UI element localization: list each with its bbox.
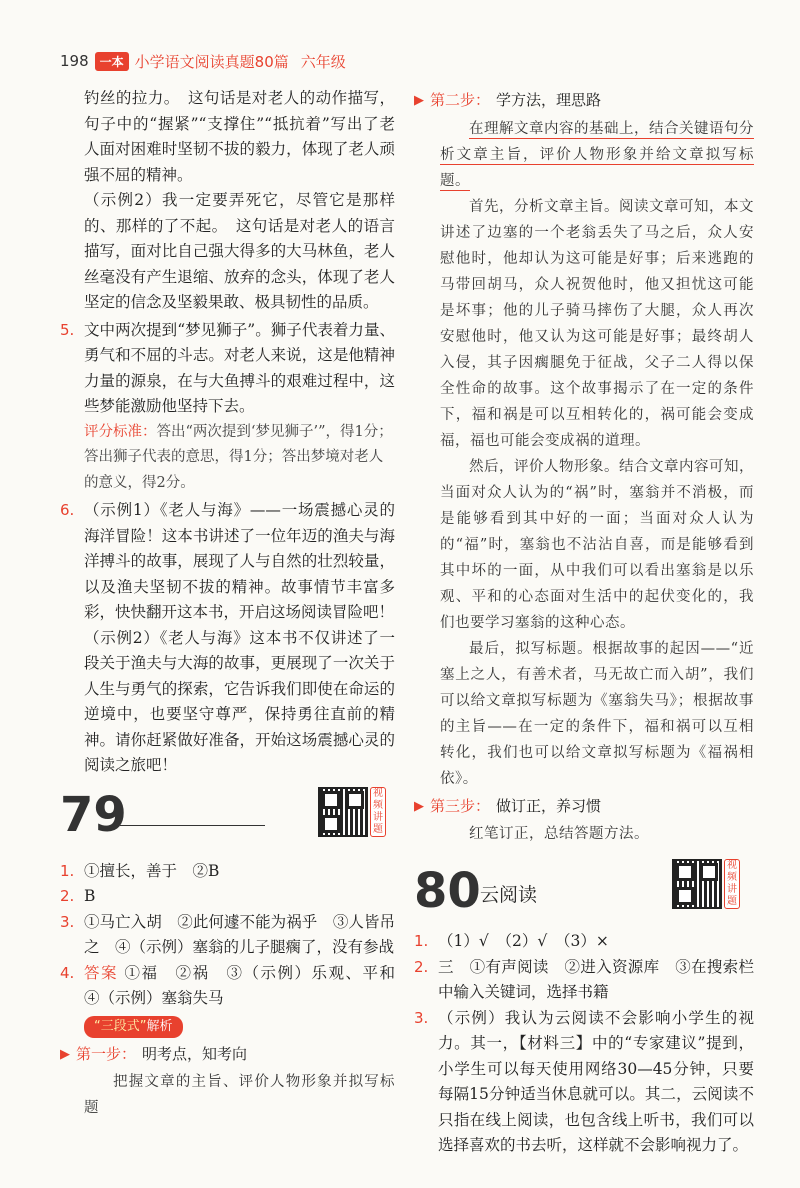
item-number: 1. xyxy=(60,861,75,880)
step-2-para-2: 然后，评价人物形象。结合文章内容可知，当面对众人认为的“祸”时，塞翁并不消极，而是能够看到其中好的一面；当面对众人认为的“福”时，塞翁也不沾沾自喜，而是能够看到其中坏的一面，从中我们可以看出塞翁是以乐观、平和的心态面对生活中的起伏变化的，我们也要学习塞翁的这种心态。 xyxy=(440,458,754,631)
triangle-arrow-icon: ▶ xyxy=(414,798,424,814)
scoring-criteria xyxy=(60,420,395,497)
item-text xyxy=(84,961,411,1012)
item-text: B xyxy=(84,887,96,905)
step-2-para-1: 首先，分析文章主旨。阅读文章可知，本文讲述了边塞的一个老翁丢失了马之后，众人安慰他时，他却认为这可能是好事；后来逃跑的马带回胡马，众人祝贺他时，他又担忧这可能是坏事；他的儿子骑马摔伤了大腿，众人再次安慰他时，他又认为这可能是好事；最终胡人入侵，其子因瘸腿免于征战，父子二人得以保全性命的故事。这个故事揭示了在一定的条件下，福和祸是可以互相转化的，祸可能会变成福，福也可能会变成祸的道理。 xyxy=(440,198,754,449)
triangle-arrow-icon: ▶ xyxy=(414,93,424,108)
qr-code-icon[interactable] xyxy=(318,787,368,837)
qr-code-icon[interactable] xyxy=(672,859,722,909)
step-1-text: 把握文章的主旨、评价人物形象并拟写标题 xyxy=(84,1074,395,1116)
step-title: 学方法，理思路 xyxy=(496,91,602,109)
answer-item-6-example-2: （示例2）《老人与海》这本书不仅讲述了一段关于渔夫与大海的故事，更展现了一次关于人生与勇气的探索，它告诉我们即使在命运的逆境中，也要坚守尊严，保持勇往直前的精神。请你赶紧做好准备，开始这场震撼心灵的阅读之旅吧！ xyxy=(84,628,395,774)
section-80-title: 云阅读 xyxy=(480,884,538,906)
item-number: 2. xyxy=(60,887,75,905)
section-number-79: 79 xyxy=(60,786,127,843)
step-2-para-3: 最后，拟写标题。根据故事的起因——“近塞上之人，有善术者，马无故亡而入胡”，我们可以给文章拟写标题为《塞翁失马》；根据故事的主旨——在一定的条件下，福和祸可以互相转化，我们也可以给文章拟写标题为《福祸相依》。 xyxy=(440,640,754,787)
step-1-heading xyxy=(60,1042,395,1068)
video-explain-tag[interactable]: 视频讲题 xyxy=(370,787,386,837)
right-column xyxy=(414,86,754,1159)
answer-item-2 xyxy=(414,955,754,1006)
triangle-arrow-icon: ▶ xyxy=(60,1046,70,1062)
answer-text: ①福 ②祸 ③（示例）乐观、平和 ④（示例）塞翁失马 xyxy=(84,963,411,1007)
step-label: 第三步： xyxy=(430,796,491,815)
step-3-text: 红笔订正，总结答题方法。 xyxy=(469,826,649,842)
title-blank-line xyxy=(120,825,265,826)
item-number: 3. xyxy=(60,912,75,931)
item-text: （示例）我认为云阅读不会影响小学生的视力。其一，【材料三】中的“专家建议”提到，小学生可以每天使用网络30—45分钟，只要每隔15分钟适当休息就可以。其二，云阅读不只指在线上阅读，也包含线上听书，我们可以选择喜欢的书去听，这样就不会影响视力了。 xyxy=(438,1008,754,1154)
brand-logo: 一本 xyxy=(95,52,129,71)
section-80-header xyxy=(414,853,754,923)
item-number: 6. xyxy=(60,501,75,519)
book-series-title: 小学语文阅读真题80篇 xyxy=(134,52,289,71)
item-number: 4. xyxy=(60,963,75,982)
answer-continuation-2: （示例2）我一定要弄死它，尽管它是那样的、那样的了不起。 这句话是对老人的语言描写，面对比自己强大得多的大马林鱼，老人丝毫没有产生退缩、放弃的念头，体现了老人坚定的信念及坚毅果敢、极具韧性的品质。 xyxy=(84,191,395,311)
answer-item-1 xyxy=(60,859,395,885)
item-text: 三 ①有声阅读 ②进入资源库 ③在搜索栏中输入关键词，选择书籍 xyxy=(438,957,754,1001)
answer-continuation-1: 钓丝的拉力。 这句话是对老人的动作描写，句子中的“握紧”“支撑住”“抵抗着”写出了老人面对困难时坚韧不拔的毅力，体现了老人顽强不屈的精神。 xyxy=(84,89,395,184)
answer-item-3 xyxy=(414,1006,754,1159)
item-text: ①马亡入胡 ②此何遽不能为祸乎 ③人皆吊之 ④（示例）塞翁的儿子腿瘸了，没有参战 xyxy=(84,912,395,956)
step-title: 明考点，知考向 xyxy=(142,1044,248,1063)
step-title: 做订正，养习惯 xyxy=(496,796,602,815)
item-text: 文中两次提到“梦见狮子”。狮子代表着力量、勇气和不屈的斗志。对老人来说，这是他精神力量的源泉，在与大鱼搏斗的艰难过程中，这些梦能激励他坚持下去。 xyxy=(84,320,395,415)
page-number: 198 xyxy=(60,52,89,70)
page-header xyxy=(60,48,346,74)
left-column xyxy=(60,86,411,1121)
three-step-analysis-tag xyxy=(84,1016,183,1038)
answer-item-5 xyxy=(60,318,395,420)
answer-item-3 xyxy=(60,910,395,961)
video-explain-tag[interactable]: 视频讲题 xyxy=(724,859,740,909)
step-2-highlight: 在理解文章内容的基础上，结合关键语句分析文章主旨，评价人物形象并给文章拟写标题。 xyxy=(440,120,754,189)
section-79-header xyxy=(60,785,395,849)
item-text: （示例1）《老人与海》——一场震撼心灵的海洋冒险！这本书讲述了一位年迈的渔夫与海洋搏斗的故事，展现了人与自然的壮烈较量，以及渔夫坚韧不拔的精神。故事情节丰富多彩，快快翻开这本书，开启这场阅读冒险吧！ xyxy=(84,501,395,621)
item-number: 3. xyxy=(414,1008,429,1027)
item-number: 1. xyxy=(414,932,429,950)
answer-label: 答案 xyxy=(84,963,119,982)
item-number: 2. xyxy=(414,957,429,976)
tag-text: 解析 xyxy=(146,1018,173,1034)
tag-highlight: “三段式” xyxy=(94,1018,147,1034)
item-text: （1）√ （2）√ （3）× xyxy=(438,932,609,950)
answer-item-6 xyxy=(60,498,395,626)
answer-item-1 xyxy=(414,929,754,955)
answer-item-2 xyxy=(60,884,395,910)
step-3-heading xyxy=(414,794,754,820)
step-2-heading xyxy=(414,88,754,114)
answer-item-4 xyxy=(60,961,411,1012)
scoring-text: 答出“两次提到‘梦见狮子’”，得1分；答出狮子代表的意思，得1分；答出梦境对老人的意义，得2分。 xyxy=(84,423,393,491)
scoring-label: 评分标准： xyxy=(84,423,157,440)
step-label: 第一步： xyxy=(76,1044,137,1063)
item-number: 5. xyxy=(60,320,75,339)
step-label: 第二步： xyxy=(430,91,491,109)
grade-label: 六年级 xyxy=(300,52,346,71)
item-text: ①擅长，善于 ②B xyxy=(84,861,220,880)
section-number-80: 80 xyxy=(414,863,481,919)
